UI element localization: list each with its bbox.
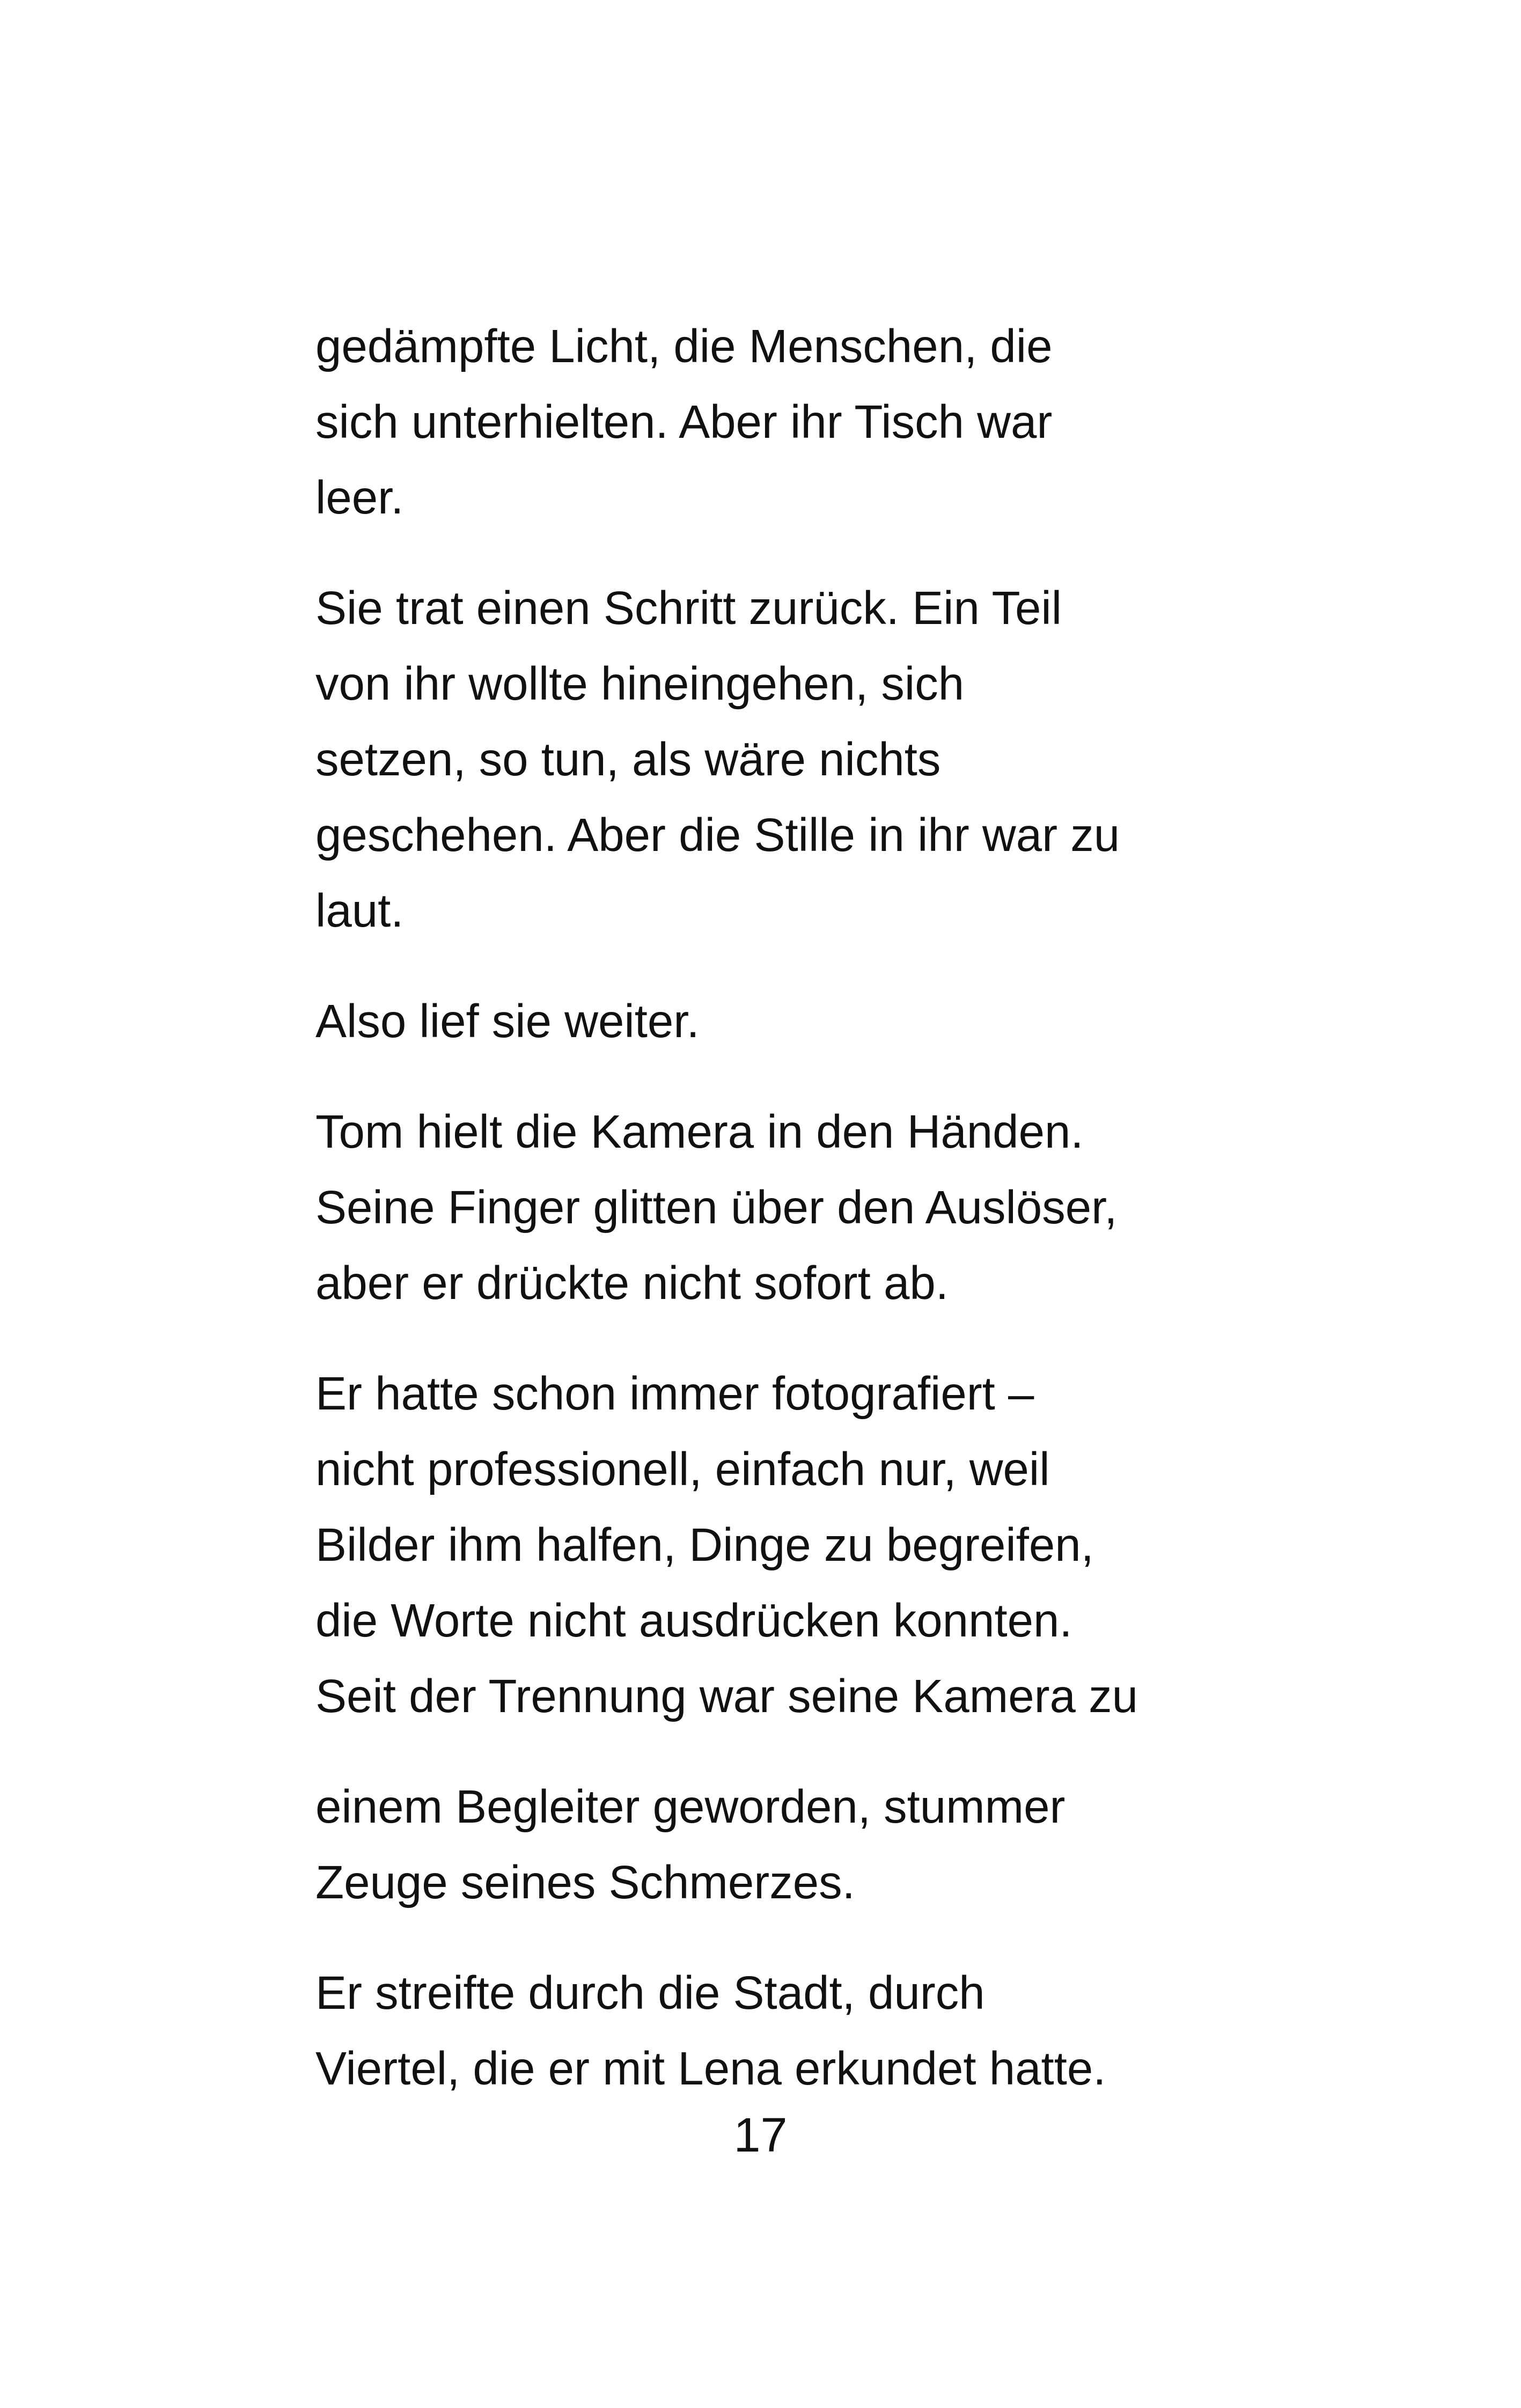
- text-line: Seine Finger glitten über den Auslöser,: [315, 1181, 1118, 1234]
- text-line: die Worte nicht ausdrücken konnten.: [315, 1595, 1072, 1647]
- paragraph: [315, 309, 1238, 535]
- paragraph-gap: [315, 1920, 1238, 1955]
- text-line: Tom hielt die Kamera in den Händen.: [315, 1106, 1084, 1158]
- paragraph: [315, 1769, 1238, 1920]
- text-line: laut.: [315, 885, 404, 937]
- text-line: sich unterhielten. Aber ihr Tisch war: [315, 396, 1053, 448]
- paragraph: [315, 1356, 1238, 1734]
- text-line: einem Begleiter geworden, stummer: [315, 1781, 1066, 1833]
- text-line: von ihr wollte hineingehen, sich: [315, 658, 965, 710]
- body-text: [315, 309, 1238, 2106]
- text-line: leer.: [315, 472, 404, 524]
- text-line: Er hatte schon immer fotografiert –: [315, 1368, 1034, 1420]
- paragraph-gap: [315, 949, 1238, 983]
- text-line: Zeuge seines Schmerzes.: [315, 1856, 855, 1908]
- text-line: Bilder ihm halfen, Dinge zu begreifen,: [315, 1519, 1094, 1571]
- paragraph-gap: [315, 1321, 1238, 1356]
- text-line: Viertel, die er mit Lena erkundet hatte.: [315, 2043, 1106, 2095]
- text-line: Seit der Trennung war seine Kamera zu: [315, 1670, 1138, 1722]
- text-line: Sie trat einen Schritt zurück. Ein Teil: [315, 582, 1062, 634]
- text-line: Also lief sie weiter.: [315, 995, 700, 1047]
- text-line: setzen, so tun, als wäre nichts: [315, 733, 941, 785]
- text-line: Er streifte durch die Stadt, durch: [315, 1967, 985, 2019]
- text-line: aber er drückte nicht sofort ab.: [315, 1257, 949, 1309]
- paragraph-gap: [315, 535, 1238, 570]
- text-line: gedämpfte Licht, die Menschen, die: [315, 320, 1053, 372]
- page-number: 17: [733, 2109, 788, 2162]
- paragraph: [315, 983, 1238, 1059]
- paragraph: [315, 1955, 1238, 2106]
- paragraph: [315, 570, 1238, 949]
- paragraph: [315, 1094, 1238, 1321]
- text-line: nicht professionell, einfach nur, weil: [315, 1443, 1050, 1495]
- text-line: geschehen. Aber die Stille in ihr war zu: [315, 809, 1120, 861]
- paragraph-gap: [315, 1734, 1238, 1769]
- paragraph-gap: [315, 1059, 1238, 1094]
